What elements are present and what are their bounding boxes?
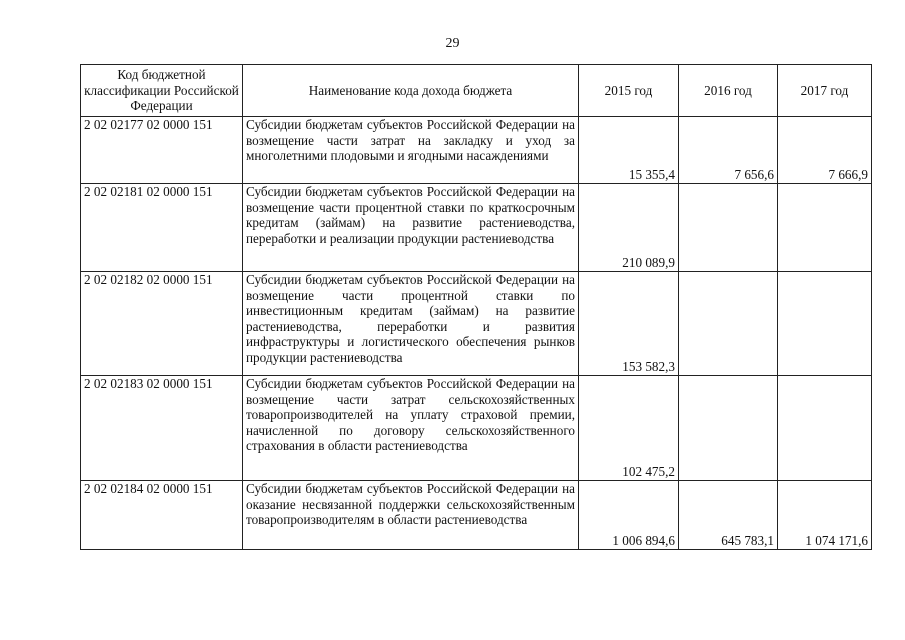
table-header-row bbox=[81, 65, 872, 117]
row-value-2017: 7 666,9 bbox=[778, 117, 872, 184]
row-value-2017: 1 074 171,6 bbox=[778, 481, 872, 550]
row-name: Субсидии бюджетам субъектов Российской Федерации на оказание несвязанной поддержки сельскохозяйственным товаропроизводителям в области растениеводства bbox=[243, 481, 579, 550]
header-name: Наименование кода дохода бюджета bbox=[243, 65, 579, 117]
table-row bbox=[81, 376, 872, 481]
table-row bbox=[81, 184, 872, 272]
row-value-2017 bbox=[778, 376, 872, 481]
row-name: Субсидии бюджетам субъектов Российской Федерации на возмещение части процентной ставки по краткосрочным кредитам (займам) на развитие растениеводства, переработки и реализации продукции растениеводства bbox=[243, 184, 579, 272]
page-number: 29 bbox=[445, 36, 460, 51]
row-value-2015: 1 006 894,6 bbox=[579, 481, 679, 550]
row-value-2016 bbox=[679, 184, 778, 272]
row-value-2015: 210 089,9 bbox=[579, 184, 679, 272]
table-row bbox=[81, 117, 872, 184]
row-value-2017 bbox=[778, 272, 872, 376]
row-value-2015: 102 475,2 bbox=[579, 376, 679, 481]
row-value-2016 bbox=[679, 376, 778, 481]
row-code: 2 02 02177 02 0000 151 bbox=[81, 117, 243, 184]
row-value-2015: 15 355,4 bbox=[579, 117, 679, 184]
row-code: 2 02 02181 02 0000 151 bbox=[81, 184, 243, 272]
table-row bbox=[81, 272, 872, 376]
row-value-2017 bbox=[778, 184, 872, 272]
row-value-2016: 7 656,6 bbox=[679, 117, 778, 184]
header-2015: 2015 год bbox=[579, 65, 679, 117]
row-value-2016: 645 783,1 bbox=[679, 481, 778, 550]
row-value-2016 bbox=[679, 272, 778, 376]
header-2017: 2017 год bbox=[778, 65, 872, 117]
row-value-2015: 153 582,3 bbox=[579, 272, 679, 376]
row-code: 2 02 02183 02 0000 151 bbox=[81, 376, 243, 481]
row-name: Субсидии бюджетам субъектов Российской Федерации на возмещение части затрат сельскохозяйственных товаропроизводителей на уплату страховой премии, начисленной по договору сельскохозяйственного страхования в области растениеводства bbox=[243, 376, 579, 481]
header-code: Код бюджетной классификации Российской Федерации bbox=[81, 65, 243, 117]
row-code: 2 02 02182 02 0000 151 bbox=[81, 272, 243, 376]
row-code: 2 02 02184 02 0000 151 bbox=[81, 481, 243, 550]
row-name: Субсидии бюджетам субъектов Российской Федерации на возмещение части затрат на закладку и уход за многолетними плодовыми и ягодными насаждениями bbox=[243, 117, 579, 184]
header-2016: 2016 год bbox=[679, 65, 778, 117]
table-row bbox=[81, 481, 872, 550]
budget-revenue-table bbox=[80, 64, 872, 550]
row-name: Субсидии бюджетам субъектов Российской Федерации на возмещение части процентной ставки по инвестиционным кредитам (займам) на развитие растениеводства, переработки и развития инфраструктуры и логистического обеспечения рынков продукции растениеводства bbox=[243, 272, 579, 376]
